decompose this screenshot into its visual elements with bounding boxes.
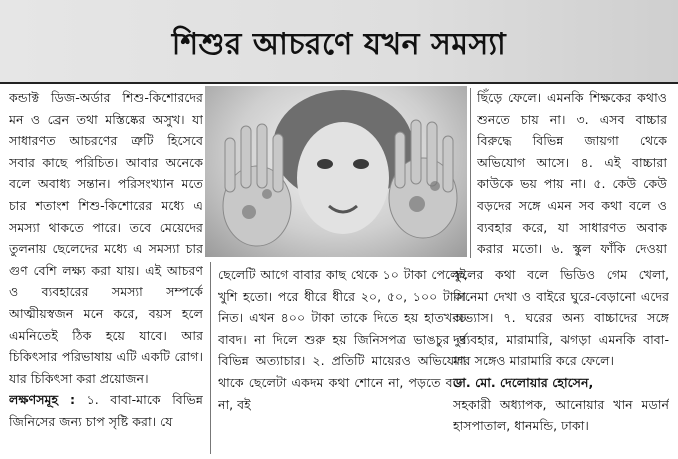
- child-painted-hands-photo-icon: [205, 86, 467, 257]
- column-rule: [210, 262, 211, 454]
- article-photo: [205, 86, 467, 257]
- author-byline: [453, 372, 669, 394]
- column-2-text: ছেলেটি আগে বাবার কাছ থেকে ১০ টাকা পেলেই খুশি হতো। পরে ধীরে ধীরে ২০, ৫০, ১০০ টাকা নিত। এখন ৪০০ টাকা তাকে দিতে হয় হাতখরচ বাবদ। না দিলে শুরু হয় জিনিসপত্র ভাঙচুর ও বিভিন্ন অত্যাচার। ২. প্রতিটি মায়েরও অভিযোগ থাকে ছেলেটা একদম কথা শোনে না, পড়তে বসে না, বই: [218, 267, 466, 412]
- article-column-4: [453, 264, 669, 454]
- symptoms-paragraph: [9, 389, 203, 432]
- article-headline: শিশুর আচরণে যখন সমস্যা: [171, 27, 507, 62]
- symptoms-start: ১. বাবা-মাকে বিভিন্ন জিনিসের জন্য চাপ সৃষ্টি করা। যে: [9, 392, 203, 429]
- symptoms-label: লক্ষণসমূহ :: [9, 392, 76, 408]
- column-3-text: ছিঁড়ে ফেলে। এমনকি শিক্ষকের কথাও শুনতে চায় না। ৩. এসব বাচ্চার বিরুদ্ধে বিভিন্ন জায়গা থেকে অভিযোগ আসে। ৪. এই বাচ্চারা কাউকে ভয় পায় না। ৫. কেউ কেউ বড়দের সঙ্গে এমন সব কথা বলে ও ব্যবহার করে, যা সাধারণত অবাক করার মতো। ৬. স্কুল ফাঁকি দেওয়া: [477, 90, 667, 257]
- article-column-1: [9, 87, 203, 452]
- author-title: সহকারী অধ্যাপক, আনোয়ার খান মডার্ন হাসপাতাল, ধানমন্ডি, ঢাকা।: [453, 396, 669, 434]
- intro-paragraph: কন্ডাক্ট ডিজ-অর্ডার শিশু-কিশোরদের মন ও ব্রেন তথা মস্তিষ্কের অসুখ। যা সাধারণত আচরণের ত্রুটি হিসেবে সবার কাছে পরিচিত। আবার অনেকে বলে অবাধ্য সন্তান। পরিসংখ্যান মতে চার শতাংশ শিশু-কিশোরের মধ্যে এ সমস্যা থাকতে পারে। তবে মেয়েদের তুলনায় ছেলেদের মধ্যে এ সমস্যা চার গুণ বেশি লক্ষ্য করা যায়। এই আচরণ ও ব্যবহারের সমস্যা সম্পর্কে আত্মীয়স্বজন মনে করে, বয়স হলে এমনিতেই ঠিক হয়ে যাবে। আর চিকিৎসার পরিভাষায় এটি একটি রোগ। যার চিকিৎসা করা প্রয়োজন।: [9, 90, 203, 386]
- article-column-2: [218, 264, 466, 454]
- column-4-text: স্কুলের কথা বলে ভিডিও গেম খেলা, সিনেমা দেখা ও বাইরে ঘুরে-বেড়ানো এদের অভ্যাস। ৭. ঘরের অন্য বাচ্চাদের সঙ্গে দুর্ব্যবহার, মারামারি, ঝগড়া এমনকি বাবা-মার সঙ্গেও মারামারি করে ফেলে।: [453, 267, 669, 369]
- column-rule: [470, 88, 471, 258]
- article-column-3: [477, 87, 667, 261]
- header-rule: [0, 82, 678, 84]
- author-name: ডা. মো. দেলোয়ার হোসেন,: [453, 374, 594, 390]
